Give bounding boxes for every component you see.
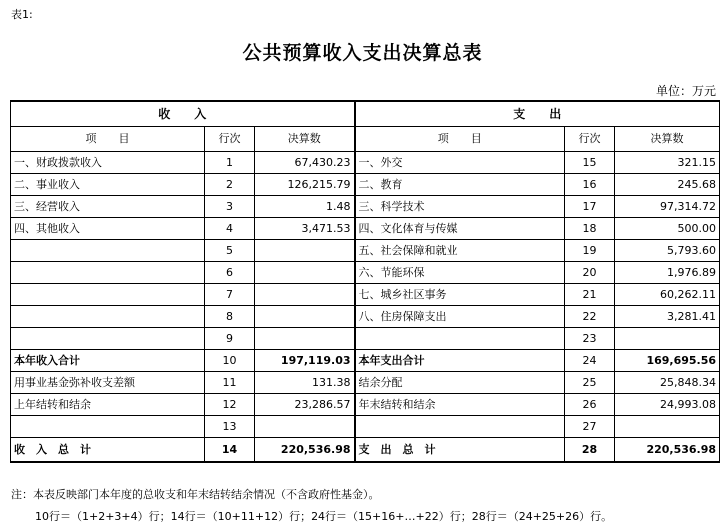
income-rowno-cell: 13 bbox=[205, 416, 255, 438]
expense-amount-cell: 321.15 bbox=[615, 152, 720, 174]
income-item-cell bbox=[11, 416, 205, 438]
expense-rowno-cell: 16 bbox=[565, 174, 615, 196]
table-row bbox=[11, 218, 720, 240]
expense-item-header: 项 目 bbox=[355, 127, 565, 152]
note-line-1: 注：本表反映部门本年度的总收支和年末结转结余情况（不含政府性基金）。 bbox=[11, 488, 380, 501]
income-rowno-cell: 4 bbox=[205, 218, 255, 240]
expense-rowno-cell: 21 bbox=[565, 284, 615, 306]
income-rowno-cell: 9 bbox=[205, 328, 255, 350]
income-item-cell bbox=[11, 328, 205, 350]
expense-amount-cell bbox=[615, 416, 720, 438]
income-item-cell bbox=[11, 284, 205, 306]
income-amount-header: 决算数 bbox=[255, 127, 355, 152]
expense-item-cell bbox=[355, 416, 565, 438]
expense-rowno-cell: 26 bbox=[565, 394, 615, 416]
table-row bbox=[11, 174, 720, 196]
expense-amount-cell: 24,993.08 bbox=[615, 394, 720, 416]
expense-rowno-cell: 18 bbox=[565, 218, 615, 240]
expense-header: 支 出 bbox=[355, 101, 720, 127]
expense-item-cell: 一、外交 bbox=[355, 152, 565, 174]
expense-rowno-cell: 23 bbox=[565, 328, 615, 350]
income-amount-cell bbox=[255, 416, 355, 438]
total-row bbox=[11, 438, 720, 463]
income-item-cell: 四、其他收入 bbox=[11, 218, 205, 240]
unit-label: 单位：万元 bbox=[655, 84, 716, 98]
income-item-header: 项 目 bbox=[11, 127, 205, 152]
income-rowno-cell: 6 bbox=[205, 262, 255, 284]
table-row bbox=[11, 240, 720, 262]
expense-item-cell: 四、文化体育与传媒 bbox=[355, 218, 565, 240]
income-rowno-cell: 12 bbox=[205, 394, 255, 416]
table-row bbox=[11, 306, 720, 328]
income-rowno-header: 行次 bbox=[205, 127, 255, 152]
income-rowno-cell: 8 bbox=[205, 306, 255, 328]
expense-rowno-cell: 17 bbox=[565, 196, 615, 218]
income-rowno-cell: 10 bbox=[205, 350, 255, 372]
expense-amount-cell bbox=[615, 328, 720, 350]
income-header: 收 入 bbox=[11, 101, 355, 127]
income-amount-cell bbox=[255, 284, 355, 306]
expense-amount-cell: 97,314.72 bbox=[615, 196, 720, 218]
expense-item-cell: 二、教育 bbox=[355, 174, 565, 196]
expense-rowno-cell: 24 bbox=[565, 350, 615, 372]
expense-amount-cell: 5,793.60 bbox=[615, 240, 720, 262]
table-row bbox=[11, 350, 720, 372]
income-amount-cell: 131.38 bbox=[255, 372, 355, 394]
income-amount-cell: 126,215.79 bbox=[255, 174, 355, 196]
expense-total-amount: 220,536.98 bbox=[615, 438, 720, 463]
income-amount-cell bbox=[255, 262, 355, 284]
column-header-row bbox=[11, 127, 720, 152]
table-label: 表1: bbox=[11, 8, 33, 21]
income-item-cell: 一、财政拨款收入 bbox=[11, 152, 205, 174]
table-row bbox=[11, 372, 720, 394]
expense-total-label: 支 出 总 计 bbox=[355, 438, 565, 463]
expense-item-cell: 三、科学技术 bbox=[355, 196, 565, 218]
table-row bbox=[11, 262, 720, 284]
income-rowno-cell: 11 bbox=[205, 372, 255, 394]
income-amount-cell bbox=[255, 328, 355, 350]
expense-item-cell: 年末结转和结余 bbox=[355, 394, 565, 416]
table-row bbox=[11, 284, 720, 306]
expense-amount-cell: 500.00 bbox=[615, 218, 720, 240]
note-line-2: 10行＝（1+2+3+4）行；14行＝（10+11+12）行；24行＝（15+16+…+22）行；28行＝（24+25+26）行。 bbox=[35, 510, 613, 523]
income-rowno-cell: 7 bbox=[205, 284, 255, 306]
income-amount-cell: 197,119.03 bbox=[255, 350, 355, 372]
income-rowno-cell: 1 bbox=[205, 152, 255, 174]
income-item-cell bbox=[11, 306, 205, 328]
expense-item-cell: 七、城乡社区事务 bbox=[355, 284, 565, 306]
income-item-cell: 二、事业收入 bbox=[11, 174, 205, 196]
expense-rowno-cell: 19 bbox=[565, 240, 615, 262]
expense-rowno-cell: 22 bbox=[565, 306, 615, 328]
income-amount-cell bbox=[255, 240, 355, 262]
income-item-cell: 上年结转和结余 bbox=[11, 394, 205, 416]
income-amount-cell: 3,471.53 bbox=[255, 218, 355, 240]
expense-total-rowno: 28 bbox=[565, 438, 615, 463]
expense-item-cell bbox=[355, 328, 565, 350]
income-rowno-cell: 3 bbox=[205, 196, 255, 218]
income-item-cell bbox=[11, 262, 205, 284]
income-amount-cell bbox=[255, 306, 355, 328]
table-row bbox=[11, 196, 720, 218]
expense-item-cell: 八、住房保障支出 bbox=[355, 306, 565, 328]
expense-rowno-cell: 15 bbox=[565, 152, 615, 174]
income-item-cell bbox=[11, 240, 205, 262]
income-total-rowno: 14 bbox=[205, 438, 255, 463]
income-amount-cell: 1.48 bbox=[255, 196, 355, 218]
expense-item-cell: 结余分配 bbox=[355, 372, 565, 394]
income-item-cell: 用事业基金弥补收支差额 bbox=[11, 372, 205, 394]
expense-amount-cell: 169,695.56 bbox=[615, 350, 720, 372]
income-rowno-cell: 5 bbox=[205, 240, 255, 262]
expense-amount-cell: 3,281.41 bbox=[615, 306, 720, 328]
table-row bbox=[11, 328, 720, 350]
expense-rowno-header: 行次 bbox=[565, 127, 615, 152]
expense-amount-cell: 25,848.34 bbox=[615, 372, 720, 394]
expense-amount-header: 决算数 bbox=[615, 127, 720, 152]
expense-amount-cell: 245.68 bbox=[615, 174, 720, 196]
expense-rowno-cell: 20 bbox=[565, 262, 615, 284]
expense-amount-cell: 60,262.11 bbox=[615, 284, 720, 306]
table-row bbox=[11, 416, 720, 438]
income-item-cell: 三、经营收入 bbox=[11, 196, 205, 218]
expense-item-cell: 本年支出合计 bbox=[355, 350, 565, 372]
page-title: 公共预算收入支出决算总表 bbox=[242, 42, 483, 64]
income-amount-cell: 23,286.57 bbox=[255, 394, 355, 416]
income-amount-cell: 67,430.23 bbox=[255, 152, 355, 174]
expense-item-cell: 五、社会保障和就业 bbox=[355, 240, 565, 262]
table-row bbox=[11, 152, 720, 174]
budget-table bbox=[10, 100, 720, 463]
income-item-cell: 本年收入合计 bbox=[11, 350, 205, 372]
expense-item-cell: 六、节能环保 bbox=[355, 262, 565, 284]
income-total-label: 收 入 总 计 bbox=[11, 438, 205, 463]
income-rowno-cell: 2 bbox=[205, 174, 255, 196]
expense-rowno-cell: 27 bbox=[565, 416, 615, 438]
table-row bbox=[11, 394, 720, 416]
expense-rowno-cell: 25 bbox=[565, 372, 615, 394]
income-total-amount: 220,536.98 bbox=[255, 438, 355, 463]
expense-amount-cell: 1,976.89 bbox=[615, 262, 720, 284]
section-header-row bbox=[11, 101, 720, 127]
